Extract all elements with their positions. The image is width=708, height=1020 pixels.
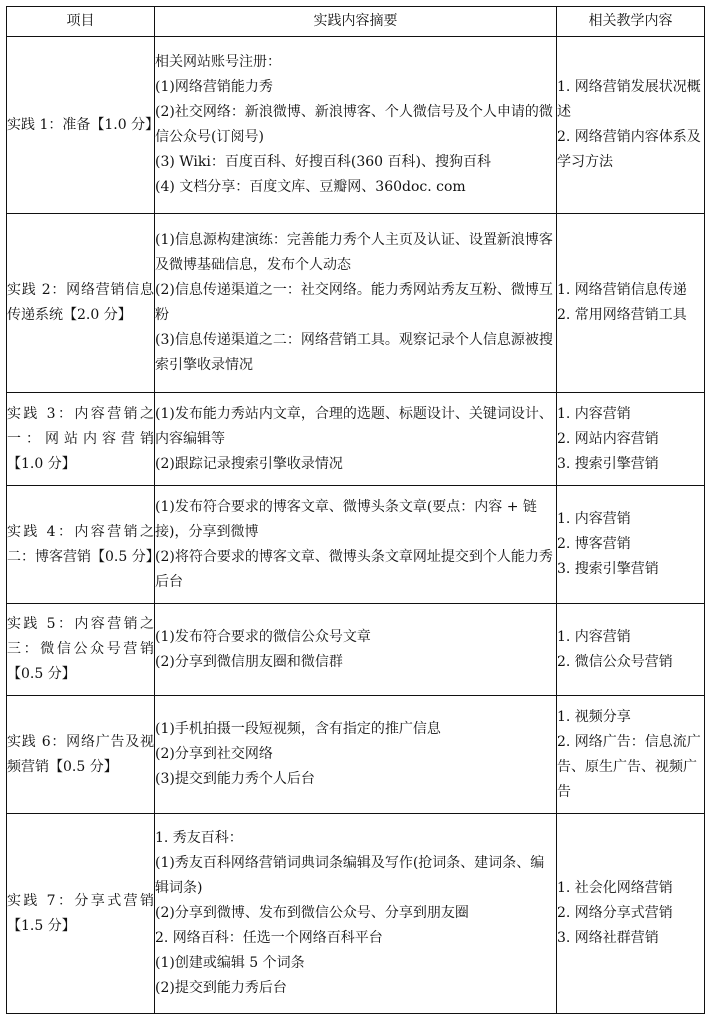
topic-line: 1. 社会化网络营销 [557, 880, 673, 896]
summary-line: (2)跟踪记录搜索引擎收录情况 [155, 455, 343, 472]
practice-name: 实践 5：内容营销之三：微信公众号营销【0.5 分】 [7, 604, 155, 696]
table-body [7, 37, 705, 1014]
table-header-row [7, 7, 705, 37]
header-topics: 相关教学内容 [557, 7, 705, 37]
summary-line: 相关网站账号注册： [155, 54, 281, 70]
summary-line: (3) Wiki：百度百科、好搜百科(360 百科)、搜狗百科 [155, 154, 491, 170]
summary-line: (2)分享到微信朋友圈和微信群 [155, 653, 343, 670]
summary-line: 1. 秀友百科： [155, 830, 243, 846]
summary-line: (1)创建或编辑 5 个词条 [155, 955, 305, 971]
topic-line: 1. 内容营销 [557, 628, 631, 645]
practice-summary [155, 814, 557, 1014]
practice-name: 实践 1：准备【1.0 分】 [7, 37, 155, 214]
table-row [7, 214, 705, 393]
summary-line: (2)信息传递渠道之一：社交网络。能力秀网站秀友互粉、微博互粉 [155, 282, 553, 323]
summary-line: (1)秀友百科网络营销词典词条编辑及写作(抢词条、建词条、编辑词条) [155, 855, 545, 896]
summary-line: (2)将符合要求的博客文章、微博头条文章网址提交到个人能力秀后台 [155, 548, 553, 590]
table-row [7, 814, 705, 1014]
header-summary: 实践内容摘要 [155, 7, 557, 37]
topic-line: 3. 网络社群营销 [557, 930, 659, 946]
topic-line: 1. 内容营销 [557, 511, 631, 527]
summary-line: (4) 文档分享：百度文库、豆瓣网、360doc. com [155, 179, 466, 195]
summary-line: (2)提交到能力秀后台 [155, 980, 287, 996]
topic-line: 1. 网络营销发展状况概述 [557, 79, 701, 120]
practice-topics [557, 696, 705, 814]
practice-topics [557, 486, 705, 604]
topic-line: 1. 网络营销信息传递 [557, 282, 687, 298]
summary-line: (1)信息源构建演练：完善能力秀个人主页及认证、设置新浪博客及微博基础信息，发布个人动态 [155, 232, 553, 273]
practice-name: 实践 4：内容营销之二：博客营销【0.5 分】 [7, 486, 155, 604]
topic-line: 2. 网络营销内容体系及学习方法 [557, 129, 701, 170]
practice-name: 实践 2：网络营销信息传递系统【2.0 分】 [7, 214, 155, 393]
topic-line: 2. 网络广告：信息流广告、原生广告、视频广告 [557, 733, 701, 800]
practice-summary [155, 214, 557, 393]
topic-line: 3. 搜索引擎营销 [557, 561, 659, 577]
summary-line: (1)网络营销能力秀 [155, 79, 273, 95]
topic-line: 2. 网络分享式营销 [557, 905, 673, 921]
table-row [7, 604, 705, 696]
summary-line: (2)分享到社交网络 [155, 746, 273, 762]
table-row [7, 393, 705, 486]
topic-line: 2. 微信公众号营销 [557, 653, 673, 670]
practice-summary [155, 393, 557, 486]
practice-summary [155, 696, 557, 814]
summary-line: (1)手机拍摄一段短视频，含有指定的推广信息 [155, 721, 441, 737]
practice-summary [155, 604, 557, 696]
summary-line: (1)发布能力秀站内文章，合理的选题、标题设计、关键词设计、内容编辑等 [155, 405, 553, 447]
practice-summary [155, 486, 557, 604]
practice-name: 实践 6：网络广告及视频营销【0.5 分】 [7, 696, 155, 814]
summary-line: (1)发布符合要求的微信公众号文章 [155, 628, 371, 645]
table-row [7, 696, 705, 814]
practice-topics [557, 37, 705, 214]
practice-topics [557, 393, 705, 486]
practice-table [6, 6, 705, 1014]
topic-line: 1. 视频分享 [557, 708, 631, 725]
practice-topics [557, 814, 705, 1014]
summary-line: (1)发布符合要求的博客文章、微博头条文章(要点：内容 + 链接)，分享到微博 [155, 498, 537, 540]
practice-topics [557, 604, 705, 696]
summary-line: (2)分享到微博、发布到微信公众号、分享到朋友圈 [155, 905, 469, 921]
summary-line: 2. 网络百科：任选一个网络百科平台 [155, 930, 383, 946]
summary-line: (3)提交到能力秀个人后台 [155, 771, 315, 787]
header-item: 项目 [7, 7, 155, 37]
topic-line: 2. 常用网络营销工具 [557, 307, 687, 323]
table-row [7, 37, 705, 214]
practice-summary [155, 37, 557, 214]
topic-line: 3. 搜索引擎营销 [557, 455, 659, 472]
topic-line: 1. 内容营销 [557, 405, 631, 422]
topic-line: 2. 网站内容营销 [557, 430, 659, 447]
practice-name: 实践 3：内容营销之一：网站内容营销【1.0 分】 [7, 393, 155, 486]
topic-line: 2. 博客营销 [557, 536, 631, 552]
summary-line: (3)信息传递渠道之二：网络营销工具。观察记录个人信息源被搜索引擎收录情况 [155, 332, 553, 373]
summary-line: (2)社交网络：新浪微博、新浪博客、个人微信号及个人申请的微信公众号(订阅号) [155, 104, 553, 145]
practice-topics [557, 214, 705, 393]
table-row [7, 486, 705, 604]
practice-name: 实践 7：分享式营销【1.5 分】 [7, 814, 155, 1014]
